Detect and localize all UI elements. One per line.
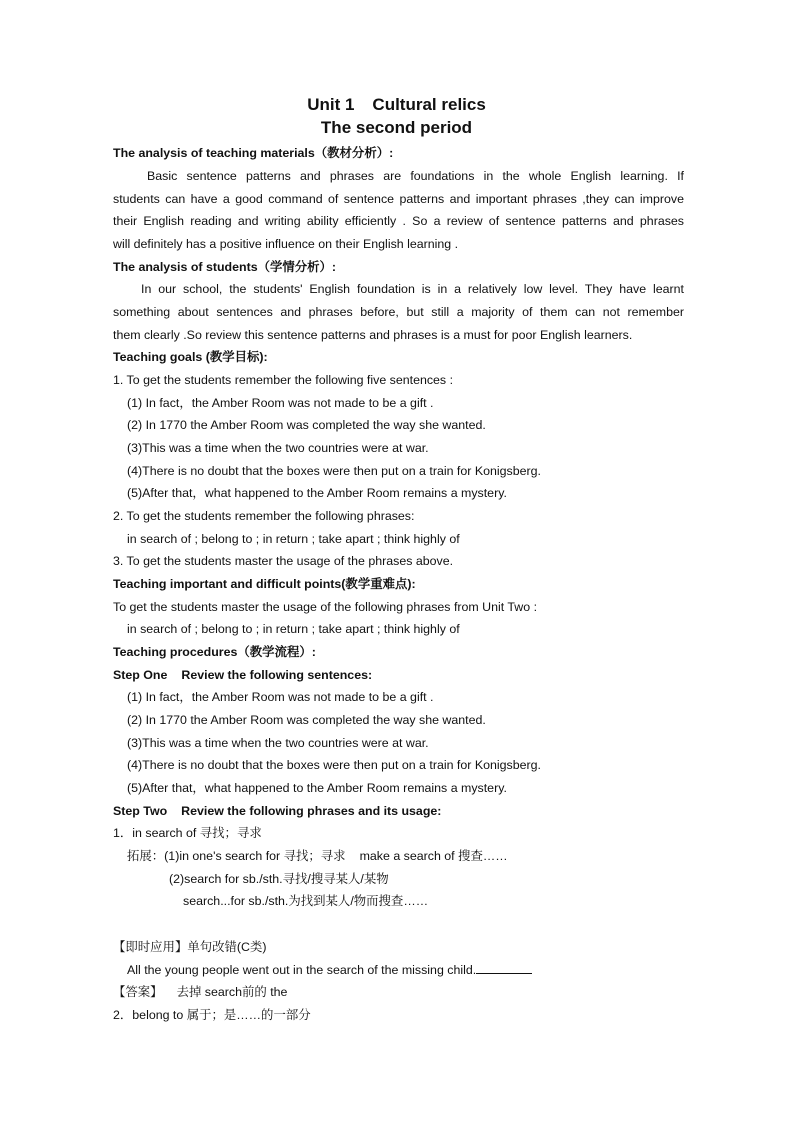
procedures-heading: Teaching procedures（教学流程）: — [113, 645, 316, 659]
step-two-label: Step Two — [113, 804, 168, 818]
extension-1b: make a search of 搜查…… — [359, 849, 508, 863]
step-one — [113, 667, 372, 683]
step-sentence-5: (5)After that，what happened to the Amber Room remains a mystery. — [127, 781, 507, 795]
goal-sentence-5: (5)After that，what happened to the Amber Room remains a mystery. — [127, 486, 507, 500]
step-one-label: Step One — [113, 668, 168, 682]
extension-1a: (1)in one's search for 寻找；寻求 — [164, 849, 346, 863]
students-heading: The analysis of students（学情分析）: — [113, 260, 337, 274]
phrase-2: 2．belong to 属于；是……的一部分 — [113, 1008, 311, 1022]
materials-line-4: will definitely has a positive influence on their English learning . — [113, 237, 459, 251]
students-line-3: them clearly .So review this sentence patterns and phrases is a must for poor English learners. — [113, 328, 633, 342]
students-line-1: In our school, the students' English foundation is in a relatively low level. They have learnt — [141, 282, 684, 296]
goal-item-2: 2. To get the students remember the following phrases: — [113, 509, 415, 523]
answer-line — [113, 984, 287, 1000]
goal-phrases: in search of ; belong to ; in return ; take apart ; think highly of — [127, 532, 460, 546]
practice-sentence-text: All the young people went out in the search of the missing child. — [127, 963, 477, 977]
goal-sentence-4: (4)There is no doubt that the boxes were then put on a train for Konigsberg. — [127, 464, 541, 478]
goals-heading: Teaching goals (教学目标): — [113, 350, 268, 364]
extension-2: (2)search for sb./sth.寻找/搜寻某人/某物 — [169, 872, 389, 886]
goal-item-1: 1. To get the students remember the following five sentences : — [113, 373, 454, 387]
goal-sentence-1: (1) In fact，the Amber Room was not made to be a gift . — [127, 396, 434, 410]
goal-sentence-2: (2) In 1770 the Amber Room was completed the way she wanted. — [127, 418, 486, 432]
answer-text: 去掉 search前的 the — [176, 985, 288, 999]
practice-heading: 【即时应用】单句改错(C类) — [113, 940, 267, 954]
step-two-text: Review the following phrases and its usage: — [181, 804, 442, 818]
extension-3: search...for sb./sth.为找到某人/物而搜查…… — [183, 894, 429, 908]
goal-sentence-3: (3)This was a time when the two countries were at war. — [127, 441, 429, 455]
practice-sentence — [127, 961, 532, 977]
students-line-2: something about sentences and phrases before, but still a majority of them can not remember — [113, 305, 684, 319]
keypoints-phrases: in search of ; belong to ; in return ; take apart ; think highly of — [127, 622, 460, 636]
step-one-text: Review the following sentences: — [181, 668, 373, 682]
step-sentence-2: (2) In 1770 the Amber Room was completed the way she wanted. — [127, 713, 486, 727]
materials-line-1: Basic sentence patterns and phrases are foundations in the whole English learning. If — [147, 169, 684, 183]
step-sentence-3: (3)This was a time when the two countries were at war. — [127, 736, 429, 750]
extension-1 — [127, 848, 508, 864]
materials-line-2: students can have a good command of sentence patterns and important phrases ,they can improve — [113, 192, 684, 206]
goal-item-3: 3. To get the students master the usage of the phrases above. — [113, 554, 454, 568]
unit-title — [0, 95, 793, 115]
step-two — [113, 803, 441, 819]
keypoints-heading: Teaching important and difficult points(教学重难点): — [113, 577, 416, 591]
phrase-1: 1．in search of 寻找；寻求 — [113, 826, 262, 840]
extension-label: 拓展： — [127, 849, 165, 863]
unit-number: Unit 1 — [307, 95, 355, 114]
answer-label: 【答案】 — [113, 985, 163, 999]
keypoints-line: To get the students master the usage of the following phrases from Unit Two : — [113, 600, 538, 614]
answer-blank — [476, 961, 532, 974]
materials-heading: The analysis of teaching materials（教材分析）: — [113, 146, 394, 160]
materials-line-3: their English reading and writing ability efficiently . So a review of sentence patterns and phrases — [113, 214, 684, 228]
step-sentence-4: (4)There is no doubt that the boxes were then put on a train for Konigsberg. — [127, 758, 541, 772]
step-sentence-1: (1) In fact，the Amber Room was not made to be a gift . — [127, 690, 434, 704]
unit-topic: Cultural relics — [372, 95, 486, 114]
period-title: The second period — [320, 118, 473, 137]
